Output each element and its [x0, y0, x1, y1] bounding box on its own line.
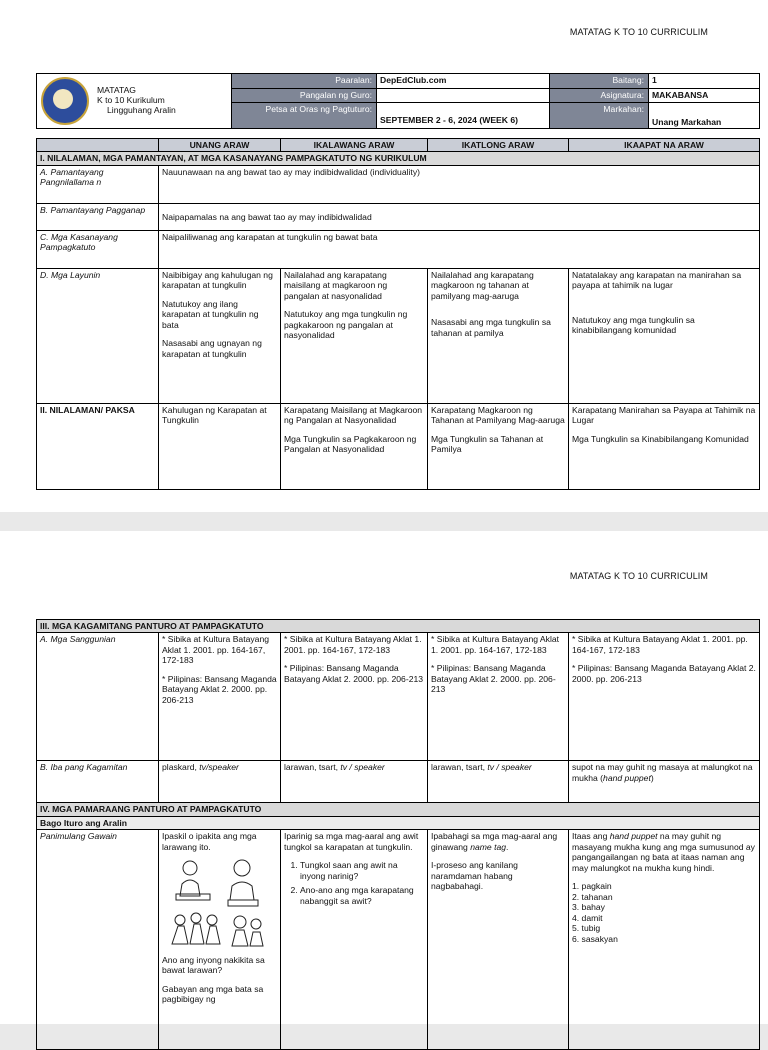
layunin-day4 [569, 268, 760, 403]
kagamitan-day3 [428, 761, 569, 803]
gawain-day3-intro [431, 831, 565, 852]
sanggunian-day2-item: * Pilipinas: Bansang Maganda Batayang Aklat 2. 2000. pp. 206-213 [284, 663, 424, 684]
layunin-day1-item: Natutukoy ang ilang karapatan at tungkulin ng bata [162, 298, 259, 330]
gawain-day1-question: Ano ang inyong nakikita sa bawat larawan? [162, 954, 265, 976]
day-header-1: UNANG ARAW [159, 139, 281, 152]
gawain-day4-text: na may guhit ng masayang mukha kung ang mga sumusunod ay pangangailangan ng bata at itaas naman ang may malungkot na mukha kung hindi. [572, 831, 755, 873]
gawain-day4-text: Itaas ang [572, 831, 610, 842]
pamantayang-pagganap-text: Naipapamalas na ang bawat tao ay may indibidwalidad [159, 203, 760, 230]
kasanayang-pampagkatuto-text: Naipaliliwanag ang karapatan at tungkulin ng bawat bata [159, 230, 760, 268]
kagamitan-day2 [281, 761, 428, 803]
paaralan-value: DepEdClub.com [377, 74, 550, 89]
sanggunian-day4 [569, 633, 760, 761]
gawain-day3-process: I-proseso ang kanilang naramdaman habang nagbabahagi. [431, 860, 518, 892]
markahan-label: Markahan: [550, 103, 649, 129]
curriculum-header: MATATAG K TO 10 CURRICULIM [569, 571, 708, 581]
gawain-day2-intro: Iparinig sa mga mag-aaral ang awit tungkol sa karapatan at tungkulin. [284, 831, 419, 852]
sanggunian-day1-item: * Sibika at Kultura Batayang Aklat 1. 2001. pp. 164-167, 172-183 [162, 634, 270, 666]
kagamitan-day1 [159, 761, 281, 803]
kagamitan-text-italic: hand puppet [603, 772, 651, 783]
kagamitan-text-italic: tv/speaker [199, 762, 239, 773]
curriculum-header: MATATAG K TO 10 CURRICULIM [569, 27, 708, 37]
gawain-day4-item: 6. sasakyan [572, 933, 618, 944]
logo-line-2: K to 10 Kurikulum [97, 95, 165, 106]
section-1-title: I. NILALAMAN, MGA PAMANTAYAN, AT MGA KASANAYANG PAMPAGKATUTO NG KURIKULUM [37, 152, 760, 165]
petsa-label: Petsa at Oras ng Pagtuturo: [232, 103, 377, 129]
kagamitan-text: ) [650, 772, 654, 783]
guro-value [377, 88, 550, 103]
nilalaman-day3 [428, 403, 569, 489]
gawain-day4-item: 5. tubig [572, 923, 601, 934]
plan-table-2 [36, 619, 760, 1050]
gawain-day3-text: Ipabahagi sa mga mag-aaral ang ginawang [431, 831, 558, 852]
kagamitan-text: plaskard, [162, 762, 200, 773]
nilalaman-day3-item: Mga Tungkulin sa Tahanan at Pamilya [431, 433, 544, 455]
kagamitan-day4 [569, 761, 760, 803]
pamantayang-pangnilalaman-text: Nauunawaan na ang bawat tao ay may indibidwalidad (individuality) [159, 165, 760, 203]
day-header-4: IKAAPAT NA ARAW [569, 139, 760, 152]
layunin-day1 [159, 268, 281, 403]
baitang-value: 1 [649, 74, 760, 89]
kasanayang-pampagkatuto-label: C. Mga Kasanayang Pampagkatuto [37, 230, 159, 268]
nilalaman-day2-item: Mga Tungkulin sa Pagkakaroon ng Pangalan at Nasyonalidad [284, 433, 417, 455]
gawain-day1-guide: Gabayan ang mga bata sa pagbibigay ng [162, 983, 264, 1005]
nilalaman-day1-item: Kahulugan ng Karapatan at Tungkulin [162, 404, 267, 426]
gawain-day4-item: 4. damit [572, 912, 603, 923]
baitang-label: Baitang: [550, 74, 649, 89]
layunin-day3-item: Nasasabi ang mga tungkulin sa tahanan at pamilya [431, 317, 551, 338]
sanggunian-day2 [281, 633, 428, 761]
logo-cell [37, 74, 232, 129]
section-3-title: III. MGA KAGAMITANG PANTURO AT PAMPAGKATUTO [37, 620, 760, 633]
gawain-day2 [281, 830, 428, 1050]
layunin-day1-item: Nasasabi ang ugnayan ng karapatan at tungkulin [162, 338, 262, 359]
guro-label: Pangalan ng Guro: [232, 88, 377, 103]
gawain-day4-intro [572, 831, 756, 873]
layunin-day1-item: Naibibigay ang kahulugan ng karapatan at tungkulin [162, 269, 273, 291]
logo-line-1: MATATAG [97, 85, 136, 96]
gawain-day3-text-italic: name tag [470, 841, 507, 852]
markahan-value: Unang Markahan [649, 103, 760, 129]
nilalaman-day4-item: Karapatang Manirahan sa Payapa at Tahimik na Lugar [572, 404, 756, 426]
nilalaman-day1 [159, 403, 281, 489]
plan-table-1 [36, 138, 760, 490]
gawain-day2-item: 1. Tungkol saan ang awit na inyong narinig? [300, 860, 424, 881]
petsa-value: SEPTEMBER 2 - 6, 2024 (WEEK 6) [377, 103, 550, 129]
sanggunian-day3-item: * Pilipinas: Bansang Maganda Batayang Aklat 2. 2000. pp. 206-213 [431, 663, 556, 695]
nilalaman-day2 [281, 403, 428, 489]
sanggunian-day1-item: * Pilipinas: Bansang Maganda Batayang Aklat 2. 2000. pp. 206-213 [162, 673, 277, 705]
day-header-2: IKALAWANG ARAW [281, 139, 428, 152]
deped-seal-icon [41, 77, 89, 125]
pamantayang-pangnilalaman-label: A. Pamantayang Pangnilallama n [37, 165, 159, 203]
layunin-day2 [281, 268, 428, 403]
nilalaman-day3-item: Karapatang Magkaroon ng Tahanan at Pamilyang Mag-aaruga [431, 404, 565, 426]
gawain-day1-intro: Ipaskil o ipakita ang mga larawang ito. [162, 831, 257, 852]
layunin-day2-item: Nailalahad ang karapatang maisilang at magkaroon ng pangalan at nasyonalidad [284, 269, 388, 301]
bago-ituro-subheader: Bago Ituro ang Aralin [37, 816, 760, 829]
kagamitan-text: larawan, tsart, [284, 762, 341, 773]
iba-pang-kagamitan-label: B. Iba pang Kagamitan [37, 761, 159, 803]
kagamitan-text-italic: tv / speaker [487, 762, 532, 773]
corner-cell [37, 139, 159, 152]
asignatura-value: MAKABANSA [649, 88, 760, 103]
page-1 [0, 0, 768, 512]
nilalaman-label: II. NILALAMAN/ PAKSA [37, 403, 159, 489]
gawain-day4-item: 2. tahanan [572, 891, 613, 902]
gawain-day4-item: 1. pagkain [572, 881, 612, 892]
layunin-day2-item: Natutukoy ang mga tungkulin ng pagkakaroon ng pangalan at nasyonalidad [284, 309, 408, 341]
paaralan-label: Paaralan: [232, 74, 377, 89]
gawain-day4-item: 3. bahay [572, 902, 605, 913]
info-table [36, 73, 760, 129]
gawain-day2-list [284, 860, 424, 906]
sanggunian-day4-item: * Pilipinas: Bansang Maganda Batayang Aklat 2. 2000. pp. 206-213 [572, 663, 756, 684]
page-2 [0, 531, 768, 1024]
day-header-3: IKATLONG ARAW [428, 139, 569, 152]
layunin-day3 [428, 268, 569, 403]
nilalaman-day4 [569, 403, 760, 489]
layunin-day4-item: Natatalakay ang karapatan na manirahan sa payapa at tahimik na lugar [572, 269, 742, 291]
sanggunian-day2-item: * Sibika at Kultura Batayang Aklat 1. 2001. pp. 164-167, 172-183 [284, 634, 422, 655]
gawain-day1 [159, 830, 281, 1050]
kagamitan-text: supot na may guhit ng masaya at malungkot na mukha ( [572, 762, 753, 783]
gawain-day4-text-italic: hand puppet [609, 831, 658, 842]
kagamitan-text-italic: tv / speaker [340, 762, 385, 773]
sanggunian-day4-item: * Sibika at Kultura Batayang Aklat 1. 2001. pp. 164-167, 172-183 [572, 634, 748, 655]
sanggunian-day1 [159, 633, 281, 761]
layunin-day4-item: Natutukoy ang mga tungkulin sa kinabibilangang komunidad [572, 314, 695, 336]
gawain-day3-text: . [506, 841, 509, 852]
layunin-label: D. Mga Layunin [37, 268, 159, 403]
asignatura-label: Asignatura: [550, 88, 649, 103]
sanggunian-day3-item: * Sibika at Kultura Batayang Aklat 1. 2001. pp. 164-167, 172-183 [431, 634, 560, 655]
children-illustration-icon [162, 854, 274, 952]
sanggunian-day3 [428, 633, 569, 761]
nilalaman-day4-item: Mga Tungkulin sa Kinabibilangang Komunidad [572, 433, 749, 444]
sanggunian-label: A. Mga Sanggunian [37, 633, 159, 761]
layunin-day3-item: Nailalahad ang karapatang magkaroon ng tahanan at pamilyang mag-aaruga [431, 269, 534, 301]
kagamitan-text: larawan, tsart, [431, 762, 488, 773]
gawain-day2-item: 2. Ano-ano ang mga karapatang nabanggit sa awit? [300, 885, 424, 906]
pamantayang-pagganap-label: B. Pamantayang Pagganap [37, 203, 159, 230]
nilalaman-day2-item: Karapatang Maisilang at Magkaroon ng Pangalan at Nasyonalidad [284, 404, 423, 426]
gawain-day3 [428, 830, 569, 1050]
logo-line-3: Lingguhang Aralin [107, 104, 176, 115]
gawain-day4 [569, 830, 760, 1050]
section-4-title: IV. MGA PAMARAANG PANTURO AT PAMPAGKATUTO [37, 803, 760, 816]
panimulang-gawain-label: Panimulang Gawain [37, 830, 159, 1050]
